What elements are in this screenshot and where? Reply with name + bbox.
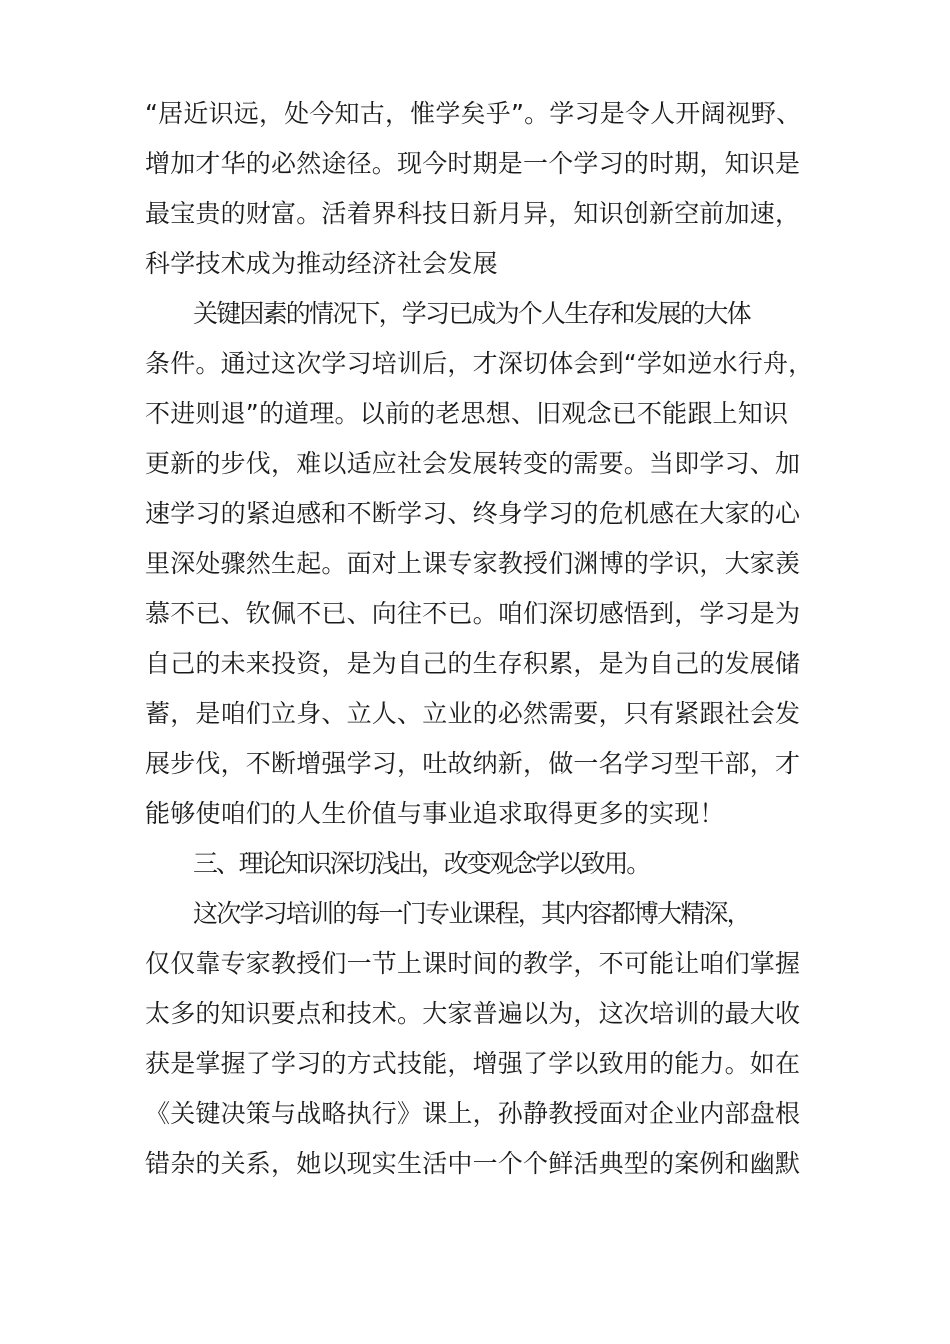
- text-line: 仅仅靠专家教授们一节上课时间的教学，不可能让咱们掌握: [145, 949, 801, 978]
- text-line: 条件。通过这次学习培训后，才深切体会到“学如逆水行舟，: [145, 349, 814, 378]
- text-line: 获是掌握了学习的方式技能，增强了学以致用的能力。如在: [145, 1049, 801, 1078]
- text-line: 最宝贵的财富。活着界科技日新月异，知识创新空前加速，: [145, 199, 801, 228]
- text-line: 速学习的紧迫感和不断学习、终身学习的危机感在大家的心: [145, 499, 801, 528]
- paragraph-first-line: 关键因素的情况下，学习已成为个人生存和发展的大体: [193, 299, 750, 328]
- text-line: 慕不已、钦佩不已、向往不已。咱们深切感悟到，学习是为: [145, 599, 801, 628]
- text-line: 蓄，是咱们立身、立人、立业的必然需要，只有紧跟社会发: [145, 699, 801, 728]
- text-line: 里深处骤然生起。面对上课专家教授们渊博的学识，大家羡: [145, 549, 801, 578]
- text-line: 错杂的关系，她以现实生活中一个个鲜活典型的案例和幽默: [145, 1149, 801, 1178]
- text-line: 不进则退”的道理。以前的老思想、旧观念已不能跟上知识: [145, 399, 789, 428]
- text-line: 自己的未来投资，是为自己的生存积累，是为自己的发展储: [145, 649, 801, 678]
- text-line: “居近识远，处今知古，惟学矣乎”。学习是令人开阔视野、: [145, 99, 802, 128]
- text-line: 科学技术成为推动经济社会发展: [145, 249, 498, 278]
- paragraph-first-line: 这次学习培训的每一门专业课程，其内容都博大精深，: [193, 899, 750, 928]
- section-heading: 三、理论知识深切浅出，改变观念学以致用。: [193, 849, 650, 878]
- text-line: 展步伐，不断增强学习，吐故纳新，做一名学习型干部，才: [145, 749, 801, 778]
- text-line: 《关键决策与战略执行》课上，孙静教授面对企业内部盘根: [145, 1099, 801, 1128]
- text-line: 增加才华的必然途径。现今时期是一个学习的时期，知识是: [145, 149, 801, 178]
- text-line: 更新的步伐，难以适应社会发展转变的需要。当即学习、加: [145, 449, 801, 478]
- text-line: 能够使咱们的人生价值与事业追求取得更多的实现！: [145, 799, 725, 828]
- text-line: 太多的知识要点和技术。大家普遍以为，这次培训的最大收: [145, 999, 801, 1028]
